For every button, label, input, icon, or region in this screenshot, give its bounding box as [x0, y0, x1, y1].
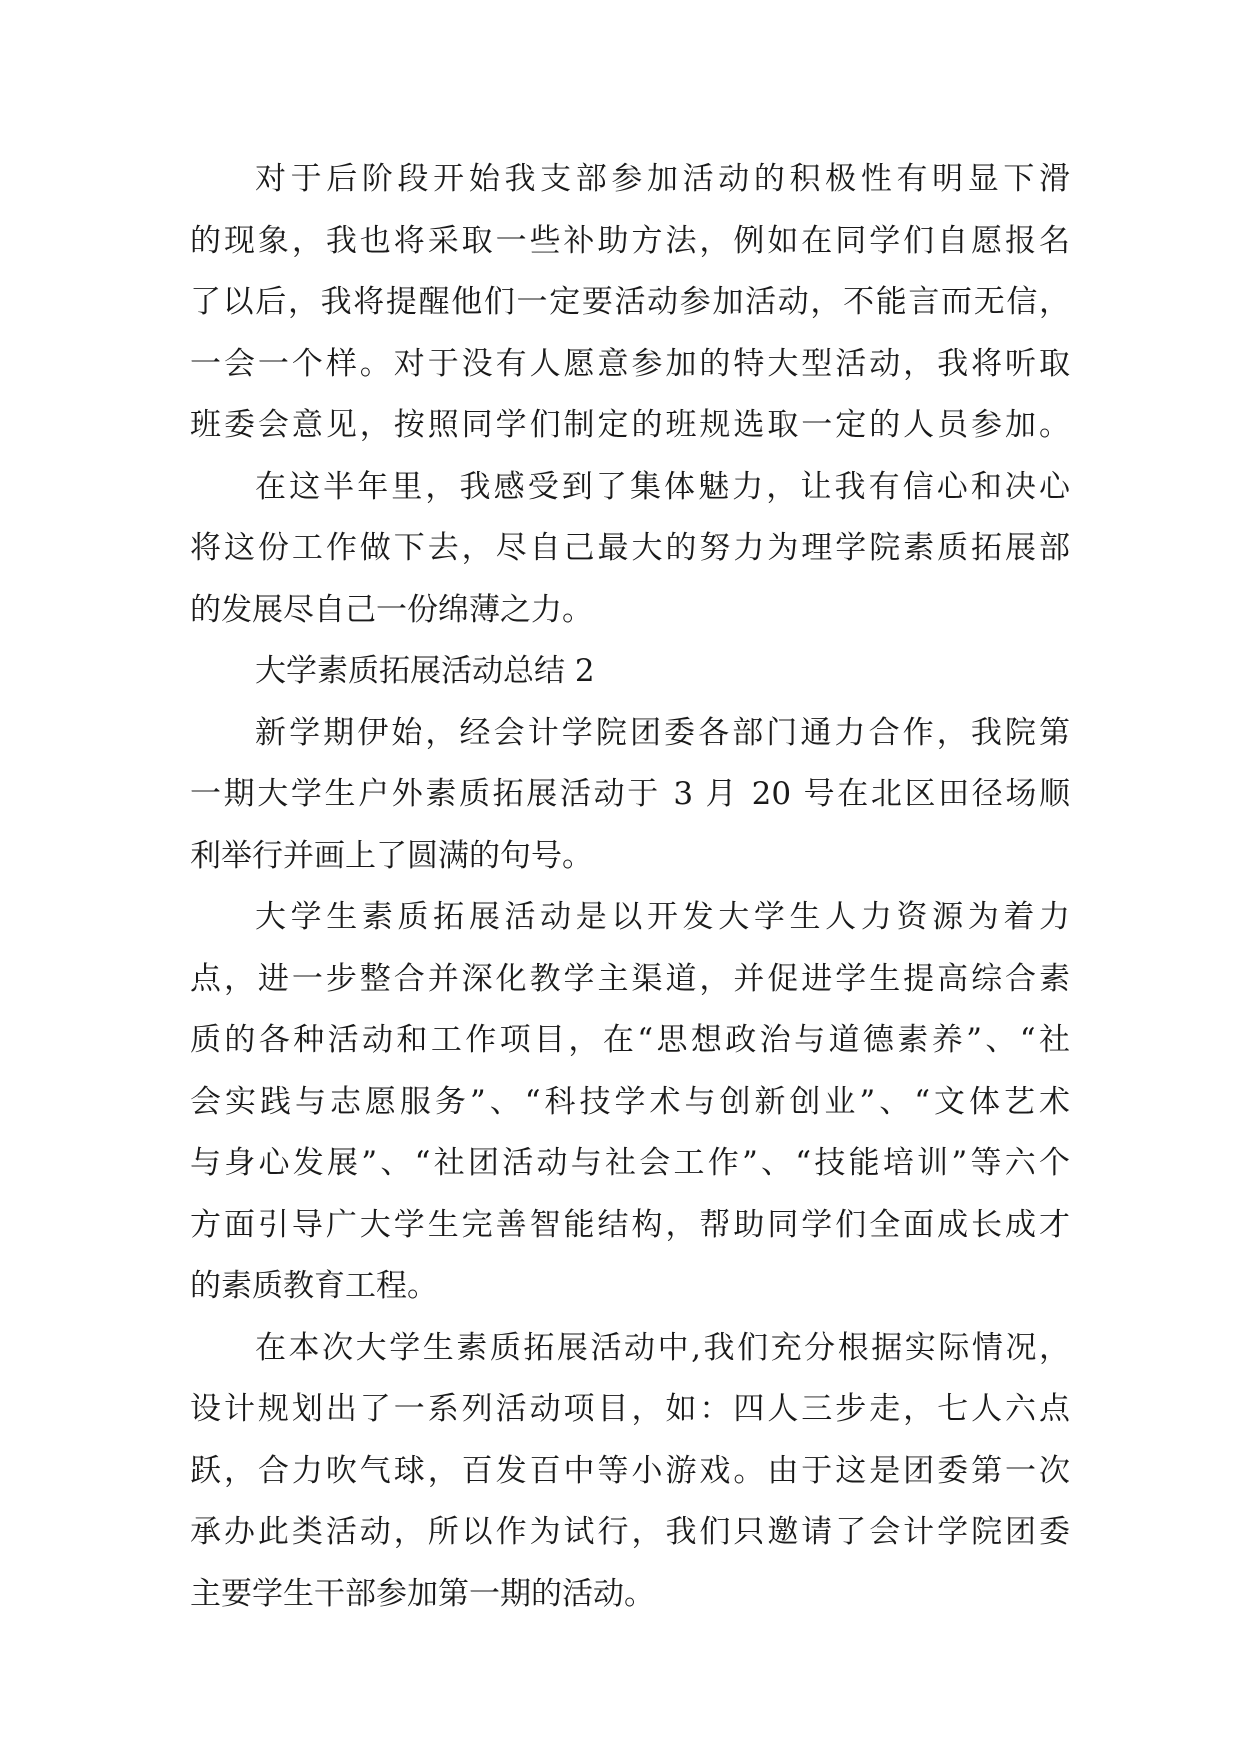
paragraph-line: 对于后阶段开始我支部参加活动的积极性有明显下滑 — [255, 161, 1070, 197]
paragraph-line: 一会一个样。对于没有人愿意参加的特大型活动，我将听取 — [190, 345, 1070, 382]
paragraph-line: 在这半年里，我感受到了集体魅力，让我有信心和决心 — [255, 468, 1070, 505]
paragraph-line: 了以后，我将提醒他们一定要活动参加活动，不能言而无信， — [190, 284, 1070, 320]
paragraph-line: 利举行并画上了圆满的句号。 — [190, 837, 593, 874]
paragraph-line: 的素质教育工程。 — [190, 1268, 438, 1304]
paragraph — [190, 159, 1070, 467]
section-heading-text: 大学素质拓展活动总结 2 — [255, 653, 595, 689]
paragraph-line: 主要学生干部参加第一期的活动。 — [190, 1575, 655, 1612]
paragraph-line: 质的各种活动和工作项目，在“思想政治与道德素养”、“社 — [190, 1022, 1070, 1058]
paragraph-line: 与身心发展”、“社团活动与社会工作”、“技能培训”等六个 — [190, 1145, 1070, 1181]
paragraph-line: 会实践与志愿服务”、“科技学术与创新创业”、“文体艺术 — [190, 1083, 1070, 1120]
paragraph-line: 班委会意见，按照同学们制定的班规选取一定的人员参加。 — [190, 407, 1070, 443]
paragraph — [190, 1328, 1070, 1636]
paragraph — [190, 467, 1070, 652]
paragraph-line: 一期大学生户外素质拓展活动于 3 月 20 号在北区田径场顺 — [190, 776, 1070, 812]
paragraph-line: 的发展尽自己一份绵薄之力。 — [190, 591, 593, 628]
document-body — [190, 159, 1070, 1635]
paragraph — [190, 713, 1070, 898]
paragraph-line: 的现象，我也将采取一些补助方法，例如在同学们自愿报名 — [190, 222, 1070, 259]
section-heading — [190, 651, 1070, 713]
paragraph-line: 设计规划出了一系列活动项目，如：四人三步走，七人六点 — [190, 1391, 1070, 1427]
paragraph-line: 将这份工作做下去，尽自己最大的努力为理学院素质拓展部 — [190, 530, 1070, 566]
paragraph-line: 大学生素质拓展活动是以开发大学生人力资源为着力 — [255, 899, 1070, 935]
paragraph-line: 新学期伊始，经会计学院团委各部门通力合作，我院第 — [255, 714, 1070, 751]
paragraph-line: 方面引导广大学生完善智能结构，帮助同学们全面成长成才 — [190, 1206, 1070, 1243]
paragraph-line: 在本次大学生素质拓展活动中,我们充分根据实际情况， — [255, 1329, 1070, 1366]
paragraph-line: 点，进一步整合并深化教学主渠道，并促进学生提高综合素 — [190, 960, 1070, 997]
paragraph-line: 跃，合力吹气球，百发百中等小游戏。由于这是团委第一次 — [190, 1452, 1070, 1489]
paragraph-line: 承办此类活动，所以作为试行，我们只邀请了会计学院团委 — [190, 1514, 1070, 1550]
paragraph — [190, 897, 1070, 1328]
